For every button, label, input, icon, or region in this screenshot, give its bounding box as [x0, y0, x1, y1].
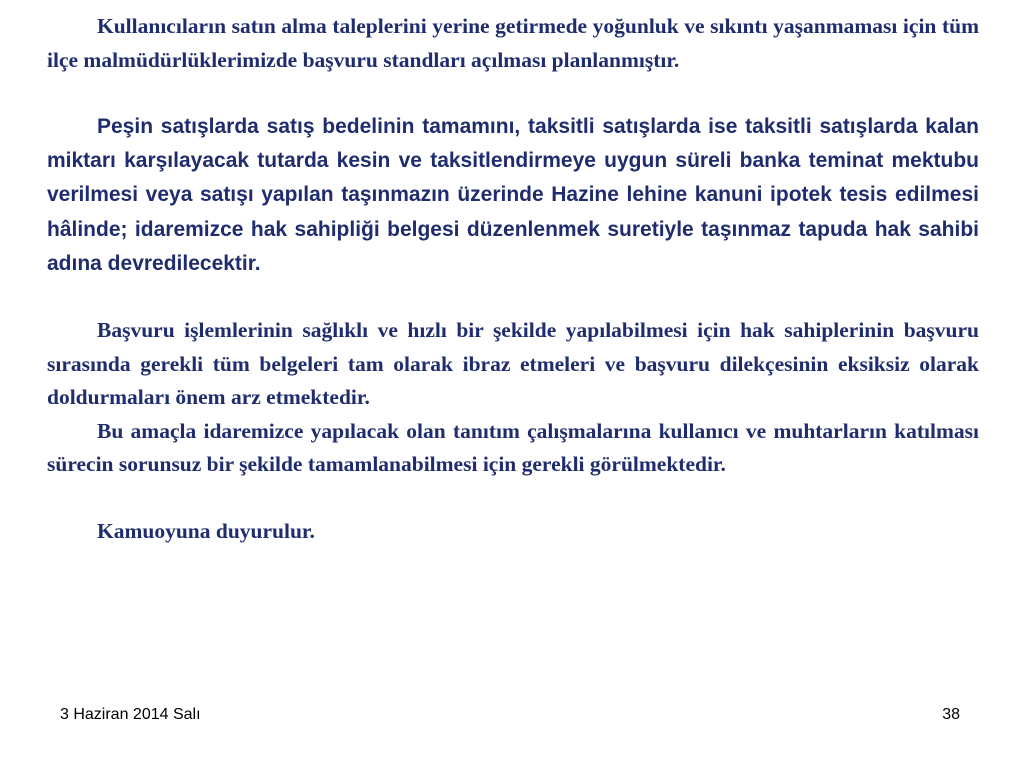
footer-date: 3 Haziran 2014 Salı	[60, 706, 201, 723]
slide-body	[47, 10, 979, 548]
paragraph-announcement: Kamuoyuna duyurulur.	[97, 518, 315, 543]
paragraph-promotion-work: Bu amaçla idaremizce yapılacak olan tanıtım çalışmalarına kullanıcı ve muhtarların katılması sürecin sorunsuz bir şekilde tamamlanabilmesi için gerekli görülmektedir.	[47, 418, 979, 477]
paragraph-spacer	[47, 77, 979, 110]
footer-page-number: 38	[942, 706, 960, 723]
paragraph-spacer	[47, 482, 979, 515]
paragraph-application-stands: Kullanıcıların satın alma taleplerini yerine getirmede yoğunluk ve sıkıntı yaşanmaması için tüm ilçe malmüdürlüklerimizde başvuru standları açılması planlanmıştır.	[47, 14, 979, 72]
paragraph-payment-terms: Peşin satışlarda satış bedelinin tamamını, taksitli satışlarda ise taksitli satışlarda kalan miktarı karşılayacak tutarda kesin ve taksitlendirmeye uygun süreli banka teminat mektubu verilmesi veya satışı yapılan taşınmazın üzerinde Hazine lehine kanuni ipotek tesis edilmesi hâlinde; idaremizce hak sahipliği belgesi düzenlenmek suretiyle taşınmaz tapuda hak sahibi adına devredilecektir.	[47, 115, 979, 275]
paragraph-spacer	[47, 281, 979, 314]
paragraph-required-documents: Başvuru işlemlerinin sağlıklı ve hızlı bir şekilde yapılabilmesi için hak sahiplerinin başvuru sırasında gerekli tüm belgeleri tam olarak ibraz etmeleri ve başvuru dilekçesinin eksiksiz olarak doldurmaları önem arz etmektedir.	[47, 318, 979, 410]
